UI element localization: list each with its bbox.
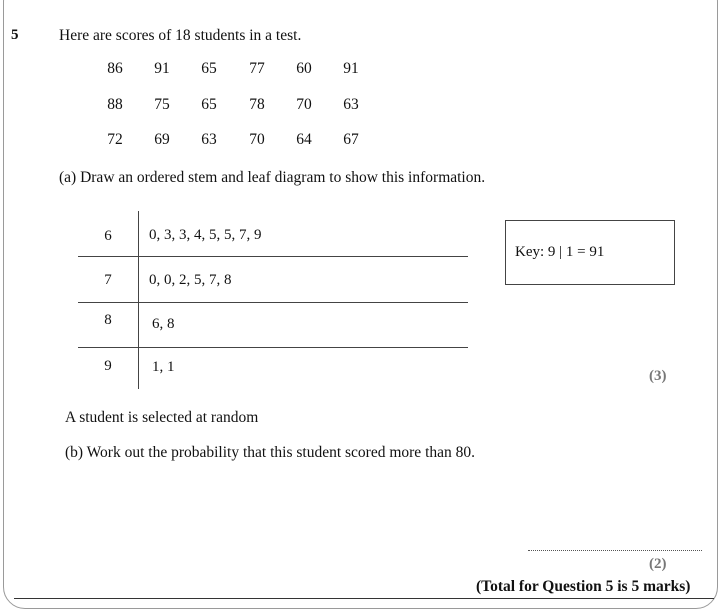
stem-leaf-diagram [78,211,468,389]
part-a-prompt: (a) Draw an ordered stem and leaf diagram to show this information. [59,169,486,186]
leaf-values: 1, 1 [152,359,175,375]
score-cell: 70 [249,131,265,148]
score-cell: 70 [296,95,312,113]
score-cell: 72 [107,131,123,148]
leaf-values: 0, 3, 3, 4, 5, 5, 7, 9 [149,227,262,243]
score-cell: 63 [201,131,217,148]
row-divider [78,302,468,303]
score-cell: 78 [249,95,265,113]
random-selection-text: A student is selected at random [65,409,259,426]
stem-divider [138,211,139,389]
answer-line[interactable] [528,550,702,551]
score-cell: 91 [343,60,359,77]
score-cell: 88 [107,95,123,113]
score-cell: 65 [201,95,217,113]
bottom-rule [14,598,714,599]
marks-part-b: (2) [649,556,667,572]
part-b-prompt: (b) Work out the probability that this student scored more than 80. [65,444,476,461]
score-cell: 67 [343,131,359,148]
stem-value: 9 [104,358,112,374]
score-cell: 86 [107,60,123,77]
score-cell: 75 [154,95,170,113]
stem-value: 8 [104,312,112,328]
leaf-values: 0, 0, 2, 5, 7, 8 [149,272,232,288]
leaf-values: 6, 8 [152,316,175,332]
stem-value: 6 [104,228,112,244]
score-cell: 60 [296,60,312,77]
score-cell: 64 [296,131,312,148]
score-cell: 69 [154,131,170,148]
marks-part-a: (3) [649,368,667,384]
question-intro: Here are scores of 18 students in a test. [59,27,302,44]
total-marks: (Total for Question 5 is 5 marks) [476,578,691,595]
score-cell: 63 [343,95,359,113]
stem-value: 7 [104,272,112,288]
row-divider [78,256,468,257]
score-cell: 77 [249,60,265,77]
row-divider [78,347,468,348]
score-cell: 65 [201,60,217,77]
key-label: Key: 9 | 1 = 91 [515,244,605,260]
key-box [505,220,675,285]
question-number: 5 [11,27,19,43]
score-cell: 91 [154,60,170,77]
